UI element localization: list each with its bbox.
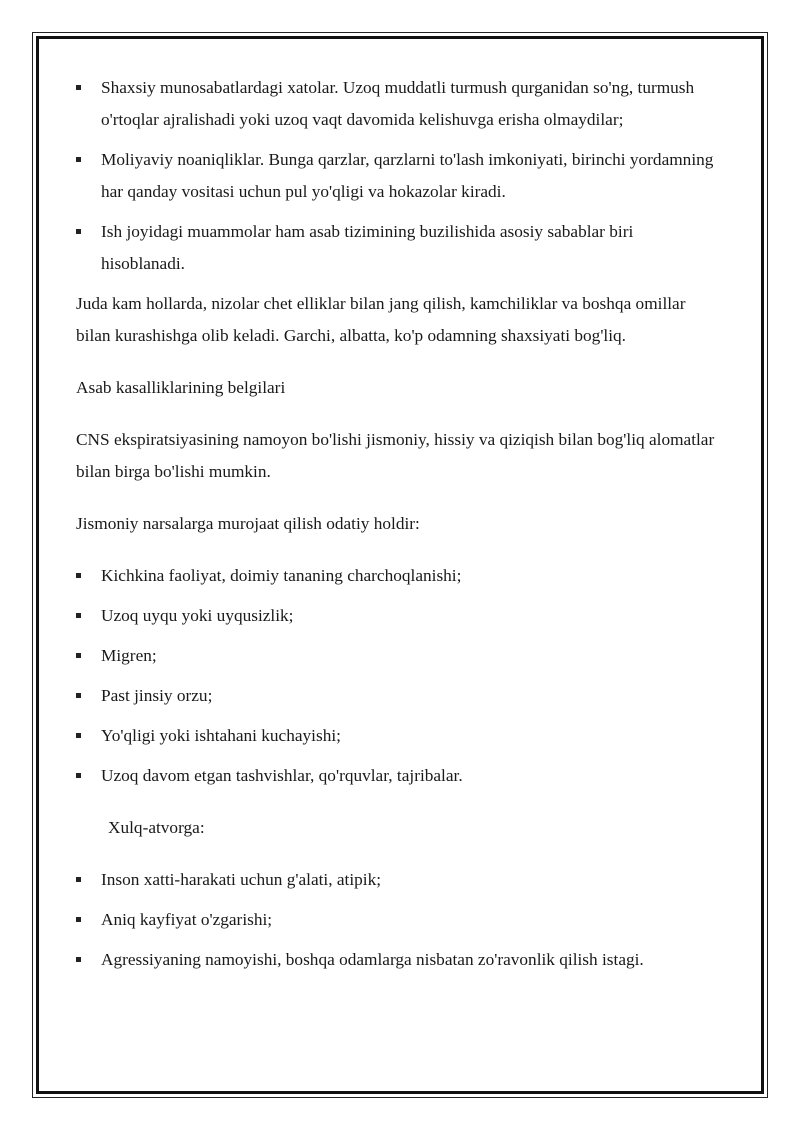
list-item-text: Ish joyidagi muammolar ham asab tizimining buzilishida asosiy sabablar biri hisoblanadi.: [101, 222, 634, 273]
list-item-text: Inson xatti-harakati uchun g'alati, atipik;: [101, 870, 382, 889]
causes-list: [76, 72, 716, 280]
list-item: [76, 560, 716, 592]
list-item: [76, 144, 716, 208]
square-bullet-icon: [76, 613, 81, 618]
sub-heading: Xulq-atvorga:: [108, 818, 205, 837]
list-item-text: Uzoq davom etgan tashvishlar, qo'rquvlar, tajribalar.: [101, 766, 463, 785]
behavioral-symptoms-list: [76, 864, 716, 976]
list-item-text: Kichkina faoliyat, doimiy tananing charchoqlanishi;: [101, 566, 462, 585]
list-item: [76, 640, 716, 672]
square-bullet-icon: [76, 693, 81, 698]
list-item: [76, 600, 716, 632]
list-item-text: Aniq kayfiyat o'zgarishi;: [101, 910, 273, 929]
list-item-text: Shaxsiy munosabatlardagi xatolar. Uzoq muddatli turmush qurganidan so'ng, turmush o'rtoqlar ajralishadi yoki uzoq vaqt davomida kelishuvga erisha olmaydilar;: [101, 78, 695, 129]
paragraph: Juda kam hollarda, nizolar chet elliklar bilan jang qilish, kamchiliklar va boshqa omillar bilan kurashishga olib keladi. Garchi, albatta, ko'p odamning shaxsiyati bog'liq.: [76, 294, 686, 345]
list-item-text: Past jinsiy orzu;: [101, 686, 213, 705]
list-item: [76, 904, 716, 936]
list-item-text: Moliyaviy noaniqliklar. Bunga qarzlar, qarzlarni to'lash imkoniyati, birinchi yordamning har qanday vositasi uchun pul yo'qligi va hokazolar kiradi.: [101, 150, 714, 201]
list-item-text: Migren;: [101, 646, 157, 665]
list-item: [76, 680, 716, 712]
square-bullet-icon: [76, 85, 81, 90]
list-item: [76, 760, 716, 792]
square-bullet-icon: [76, 653, 81, 658]
document-body: [76, 72, 716, 984]
square-bullet-icon: [76, 573, 81, 578]
list-item: [76, 72, 716, 136]
list-item: [76, 216, 716, 280]
list-item: [76, 864, 716, 896]
physical-symptoms-list: [76, 560, 716, 792]
square-bullet-icon: [76, 773, 81, 778]
paragraph: Jismoniy narsalarga murojaat qilish odatiy holdir:: [76, 514, 420, 533]
list-item-text: Uzoq uyqu yoki uyqusizlik;: [101, 606, 294, 625]
square-bullet-icon: [76, 733, 81, 738]
paragraph: CNS ekspiratsiyasining namoyon bo'lishi jismoniy, hissiy va qiziqish bilan bog'liq alomatlar bilan birga bo'lishi mumkin.: [76, 430, 715, 481]
square-bullet-icon: [76, 957, 81, 962]
square-bullet-icon: [76, 917, 81, 922]
list-item-text: Yo'qligi yoki ishtahani kuchayishi;: [101, 726, 341, 745]
square-bullet-icon: [76, 157, 81, 162]
section-heading: Asab kasalliklarining belgilari: [76, 378, 286, 397]
list-item-text: Agressiyaning namoyishi, boshqa odamlarga nisbatan zo'ravonlik qilish istagi.: [101, 950, 644, 969]
list-item: [76, 944, 716, 976]
square-bullet-icon: [76, 877, 81, 882]
square-bullet-icon: [76, 229, 81, 234]
list-item: [76, 720, 716, 752]
